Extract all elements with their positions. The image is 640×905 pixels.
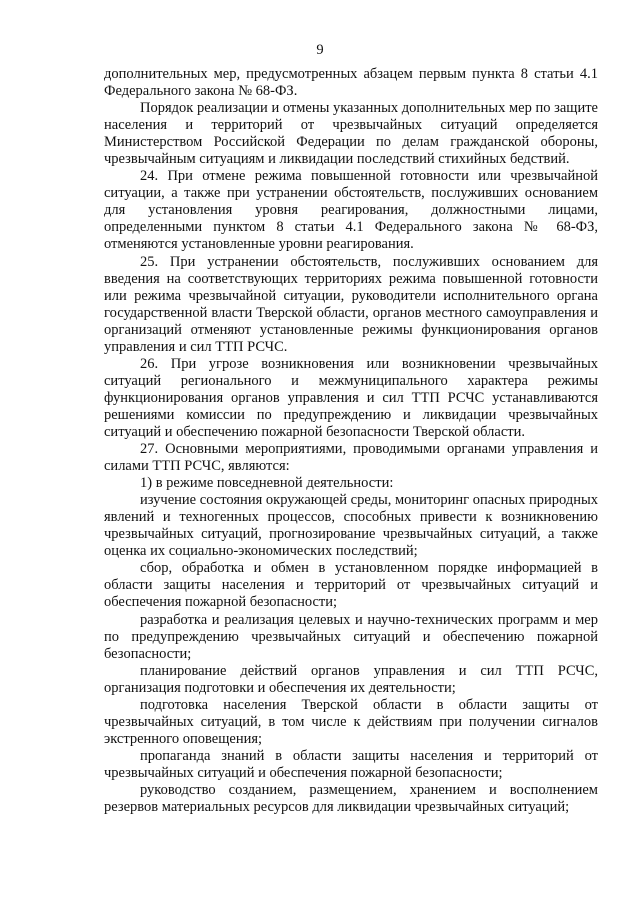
document-body — [104, 66, 598, 816]
paragraph-continuation: дополнительных мер, предусмотренных абзацем первым пункта 8 статьи 4.1 Федерального закона № 68-ФЗ. — [104, 66, 598, 100]
paragraph-item-26: 26. При угрозе возникновения или возникновении чрезвычайных ситуаций регионального и межмуниципального характера режимы функционирования органов управления и сил ТТП РСЧС устанавливаются решениями комиссии по предупреждению и ликвидации чрезвычайных ситуаций и обеспечению пожарной безопасности Тверской области. — [104, 355, 598, 440]
paragraph-population-training: подготовка населения Тверской области в области защиты от чрезвычайных ситуаций, в том числе к действиям при получении сигналов экстренного оповещения; — [104, 696, 598, 747]
paragraph-subitem-1: 1) в режиме повседневной деятельности: — [140, 475, 394, 492]
paragraph-planning: планирование действий органов управления и сил ТТП РСЧС, организация подготовки и обеспечения их деятельности; — [104, 662, 598, 696]
paragraph-reserves: руководство созданием, размещением, хранением и восполнением резервов материальных ресурсов для ликвидации чрезвычайных ситуаций; — [104, 781, 598, 816]
paragraph-propaganda: пропаганда знаний в области защиты населения и территорий от чрезвычайных ситуаций и обеспечения пожарной безопасности; — [104, 747, 598, 781]
paragraph-programs: разработка и реализация целевых и научно-технических программ и мер по предупреждению чрезвычайных ситуаций и обеспечению пожарной безопасности; — [104, 611, 598, 662]
paragraph-procedure: Порядок реализации и отмены указанных дополнительных мер по защите населения и территорий от чрезвычайных ситуаций определяется Министерством Российской Федерации по делам гражданской обороны, чрезвычайным ситуациям и ликвидации последствий стихийных бедствий. — [104, 100, 598, 168]
page-number: 9 — [316, 42, 324, 58]
paragraph-item-27: 27. Основными мероприятиями, проводимыми органами управления и силами ТТП РСЧС, являются: — [104, 441, 598, 475]
paragraph-information-exchange: сбор, обработка и обмен в установленном порядке информацией в области защиты населения и территорий от чрезвычайных ситуаций и обеспечения пожарной безопасности; — [104, 560, 598, 611]
paragraph-item-24: 24. При отмене режима повышенной готовности или чрезвычайной ситуации, а также при устранении обстоятельств, послуживших основанием для установления уровня реагирования, должностными лицами, определенными пунктом 8 статьи 4.1 Федерального закона № 68-ФЗ, отменяются установленные уровни реагирования. — [104, 168, 598, 253]
paragraph-item-25: 25. При устранении обстоятельств, послуживших основанием для введения на соответствующих территориях режима повышенной готовности или режима чрезвычайной ситуации, руководители исполнительного органа государственной власти Тверской области, органов местного самоуправления и организаций отменяют установленные режимы функционирования органов управления и сил ТТП РСЧС. — [104, 253, 598, 355]
paragraph-monitoring: изучение состояния окружающей среды, мониторинг опасных природных явлений и техногенных процессов, способных привести к возникновению чрезвычайных ситуаций, прогнозирование чрезвычайных ситуаций, а также оценка их социально-экономических последствий; — [104, 492, 598, 560]
